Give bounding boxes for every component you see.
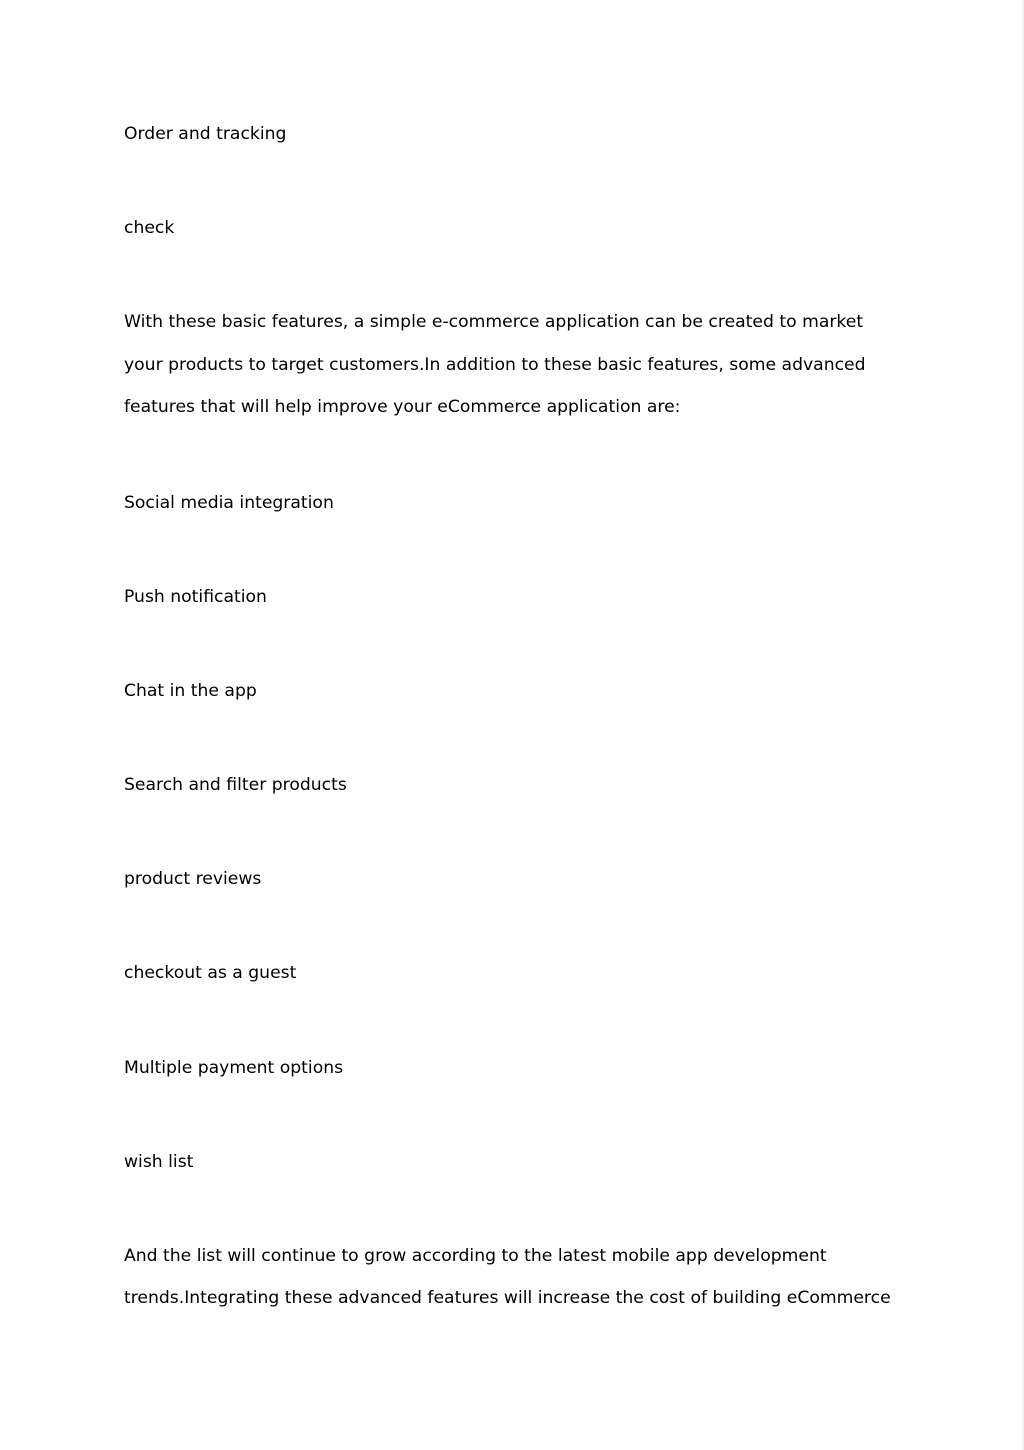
paragraph-line: And the list will continue to grow according to the latest mobile app development: [124, 1246, 827, 1266]
order-tracking-heading: Order and tracking: [124, 124, 287, 144]
list-item: Social media integration: [124, 493, 334, 513]
list-item: Multiple payment options: [124, 1058, 344, 1078]
list-item: Push notification: [124, 587, 267, 607]
list-item: wish list: [124, 1152, 194, 1172]
list-item: Chat in the app: [124, 681, 257, 701]
list-item: product reviews: [124, 869, 262, 889]
check-heading: check: [124, 218, 175, 238]
paragraph-line: trends.Integrating these advanced features will increase the cost of building eCommerce: [124, 1288, 891, 1308]
paragraph-line: With these basic features, a simple e-commerce application can be created to market: [124, 312, 864, 332]
paragraph-line: your products to target customers.In addition to these basic features, some advanced: [124, 355, 866, 375]
paragraph-line: features that will help improve your eCommerce application are:: [124, 397, 681, 417]
list-item: checkout as a guest: [124, 963, 297, 983]
list-item: Search and filter products: [124, 775, 347, 795]
